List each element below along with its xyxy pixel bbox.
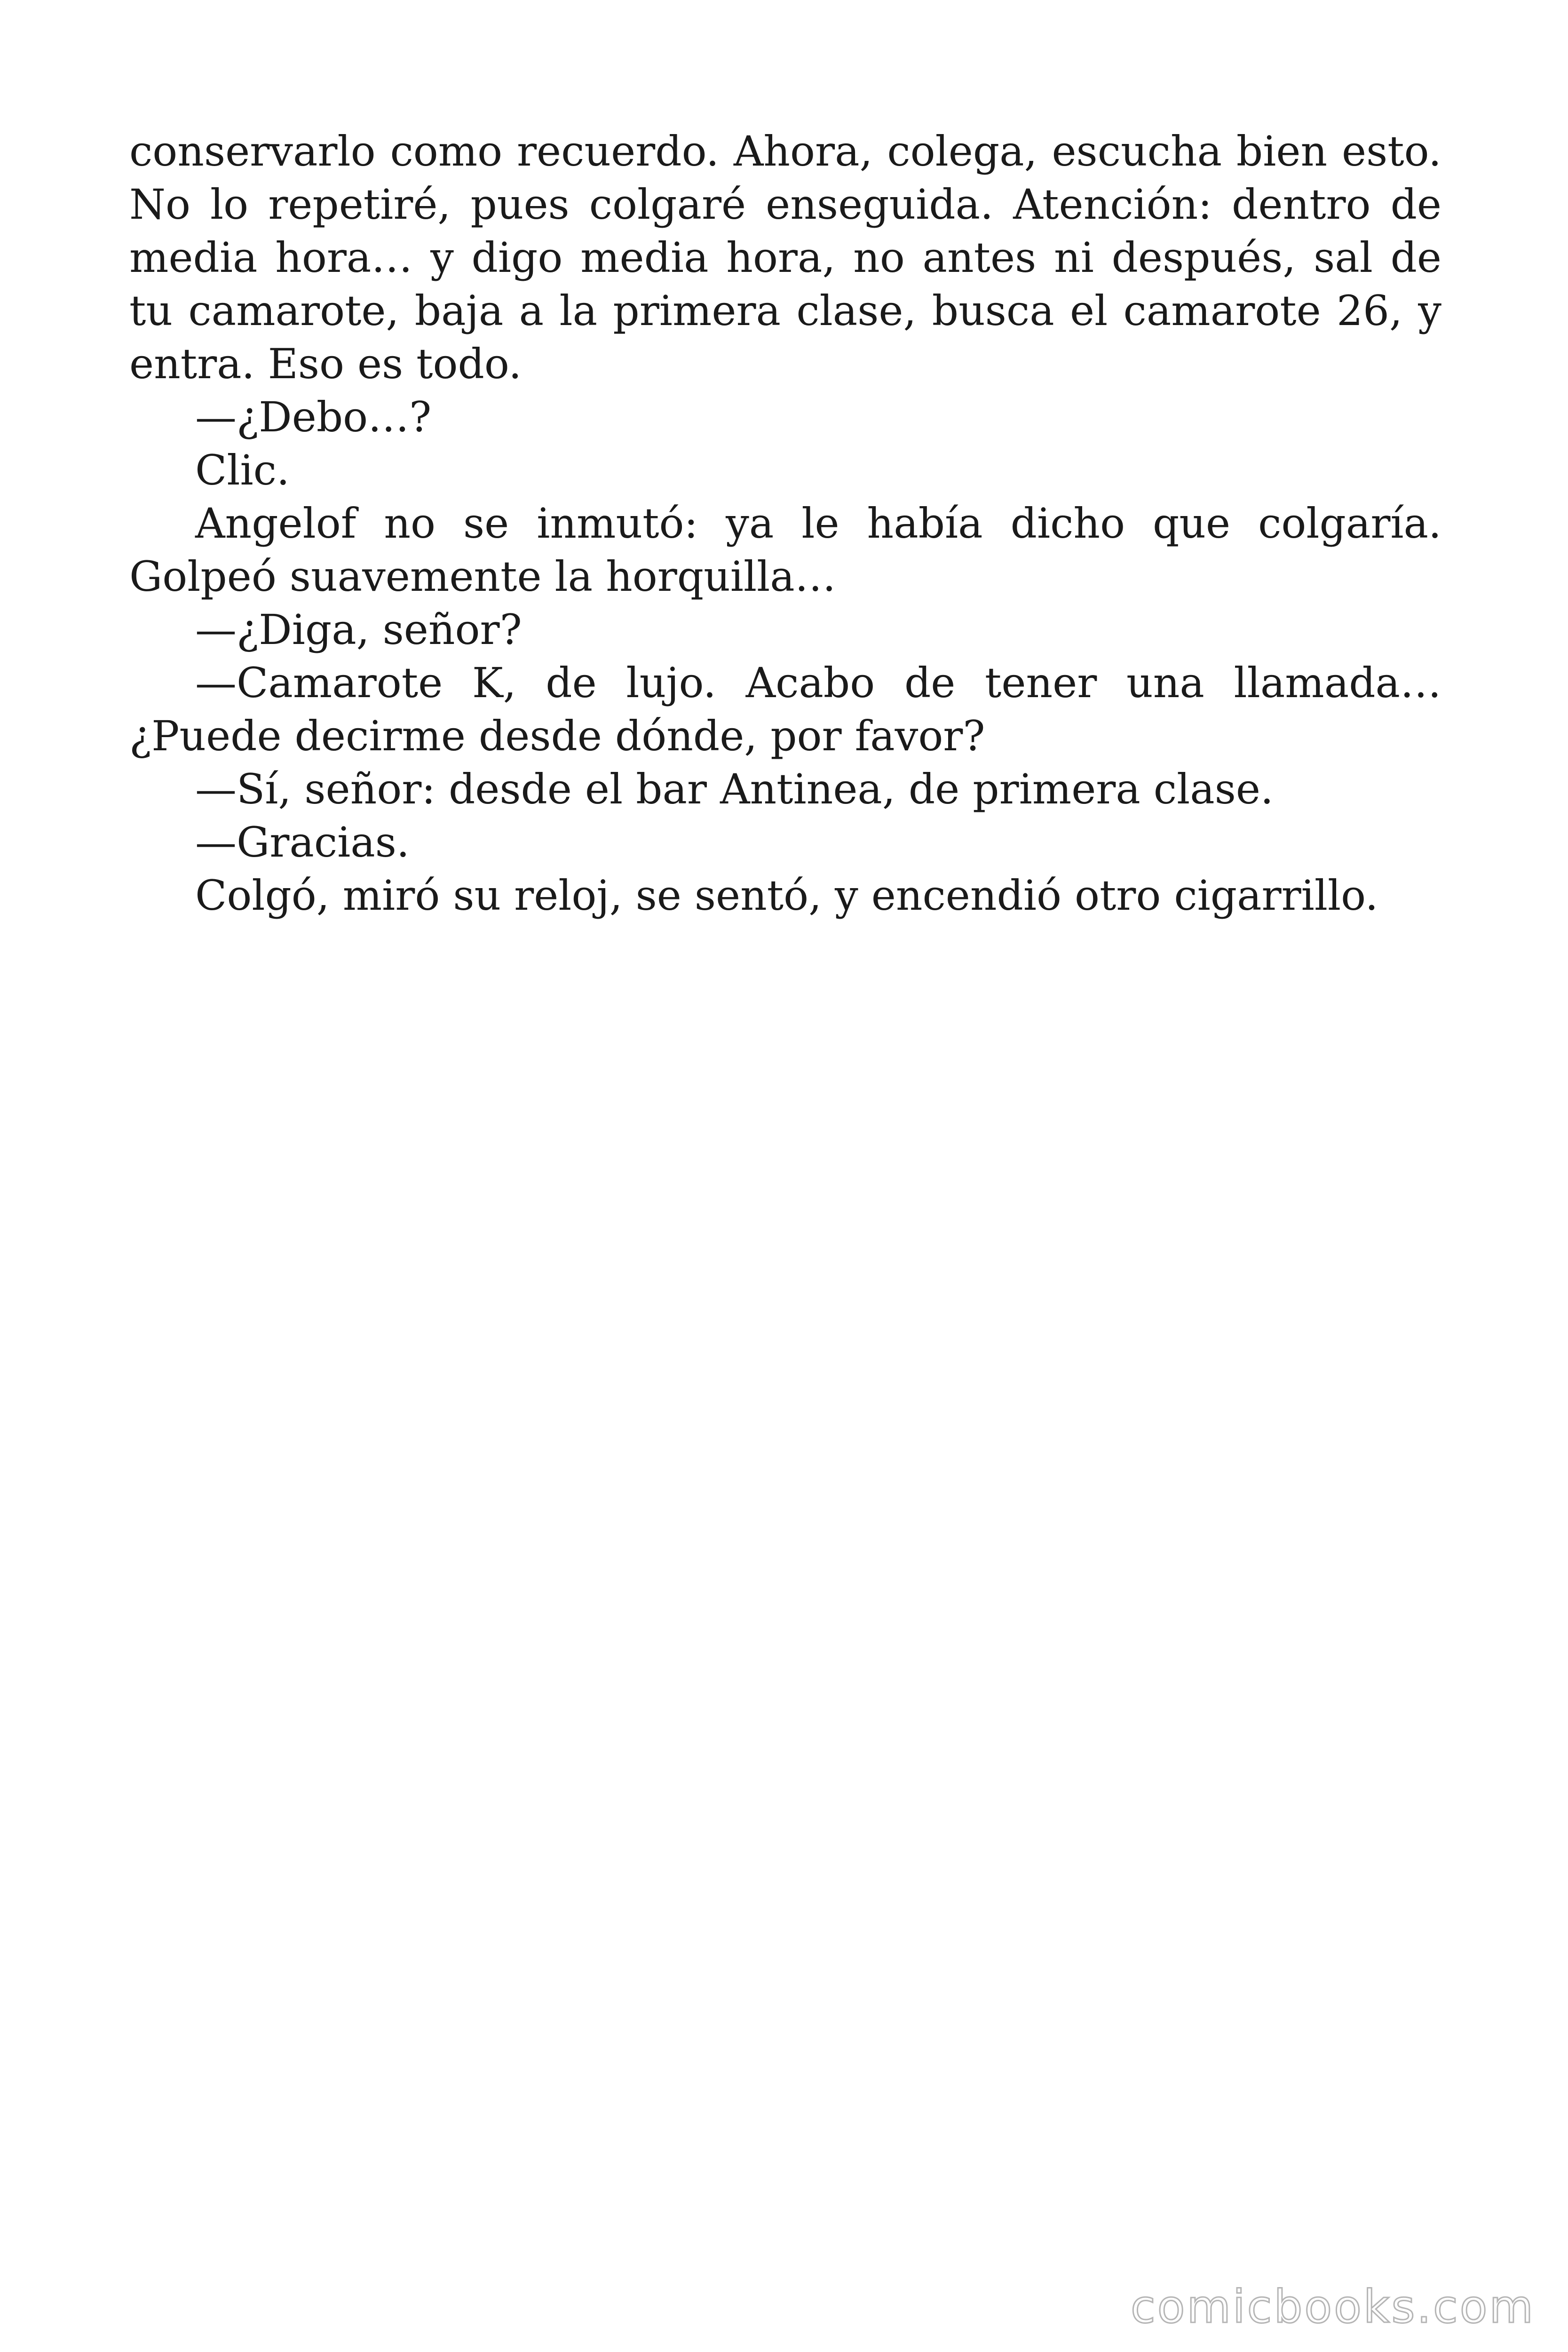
paragraph-4: Angelof no se inmutó: ya le había dicho que colgaría. Golpeó suavemente la horquilla…: [129, 499, 1441, 601]
paragraph-2: —¿Debo…?: [195, 393, 432, 441]
paragraph-5: —¿Diga, señor?: [195, 605, 522, 654]
page-body: [129, 125, 1441, 922]
paragraph-9: Colgó, miró su reloj, se sentó, y encendió otro cigarrillo.: [195, 871, 1378, 920]
paragraph-6: —Camarote K, de lujo. Acabo de tener una llamada… ¿Puede decirme desde dónde, por favor?: [129, 659, 1441, 760]
paragraph-3: Clic.: [195, 446, 290, 494]
paragraph-8: —Gracias.: [195, 818, 410, 866]
watermark-logo: comicbooks.com: [1130, 2280, 1535, 2333]
paragraph-7: —Sí, señor: desde el bar Antinea, de primera clase.: [195, 765, 1274, 813]
paragraph-1: conservarlo como recuerdo. Ahora, colega, escucha bien esto. No lo repetiré, pues colgaré enseguida. Atención: dentro de media hora… y digo media hora, no antes ni después, sal de tu camarote, baja a la primera clase, busca el camarote 26, y entra. Eso es todo.: [129, 127, 1441, 388]
